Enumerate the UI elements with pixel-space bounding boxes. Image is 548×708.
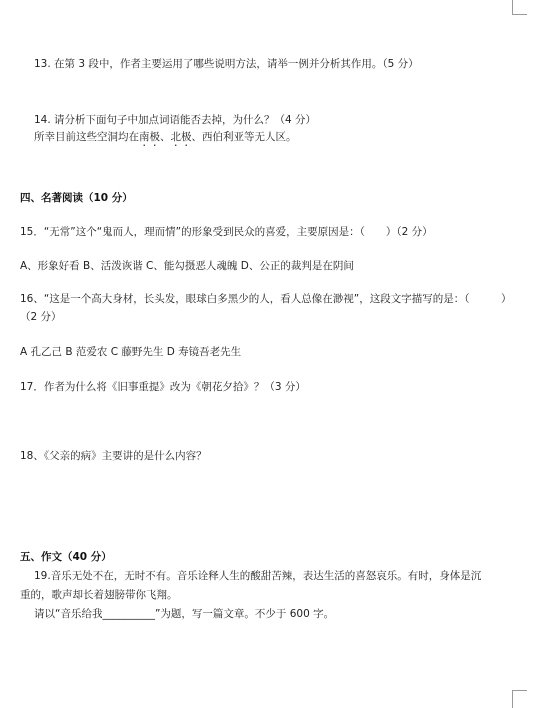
question-14-dotted-words: 南极、北极 — [139, 131, 192, 143]
question-13: 13. 在第 3 段中，作者主要运用了哪些说明方法，请举一例并分析其作用。（5 分） — [34, 58, 419, 70]
question-15-options: A、形象好看 B、活泼诙谐 C、能勾摄恶人魂魄 D、公正的裁判是在阴间 — [20, 260, 354, 272]
section-4-title: 四、名著阅读（10 分） — [20, 192, 133, 204]
question-17: 17．作者为什么将《旧事重提》改为《朝花夕拾》？（3 分） — [20, 381, 306, 393]
page-corner-mark-top — [512, 0, 527, 15]
question-16-score: （2 分） — [20, 311, 62, 323]
page-corner-mark-bottom — [512, 690, 527, 708]
section-5-title: 五、作文（40 分） — [20, 551, 112, 563]
question-16: 16、“这是一个高大身材，长头发，眼球白多黑少的人，看人总像在渺视”，这段文字描写的是：（ ） — [20, 293, 512, 305]
question-14: 14. 请分析下面句子中加点词语能否去掉，为什么？（4 分） — [34, 114, 317, 126]
question-16-options: A 孔乙己 B 范爱农 C 藤野先生 D 寿镜吾老先生 — [20, 346, 242, 358]
question-19-line-3: 请以“音乐给我__________”为题，写一篇文章。不少于 600 字。 — [34, 608, 335, 620]
question-15: 15．“无常”这个“鬼而人，理而情”的形象受到民众的喜爱，主要原因是：（ ）（2 分） — [20, 226, 433, 238]
question-19-line-2: 重的，歌声却长着翅膀带你飞翔。 — [20, 589, 178, 601]
question-18: 18、《父亲的病》主要讲的是什么内容？ — [20, 450, 207, 462]
question-14-sentence-start: 所幸目前这些空洞均在 — [34, 131, 139, 143]
question-19-line-1: 19.音乐无处不在，无时不有。音乐诠释人生的酸甜苦辣，表达生活的喜怒哀乐。有时，身体是沉 — [34, 570, 482, 582]
question-14-sentence — [34, 130, 297, 149]
question-14-sentence-end: 、西伯利亚等无人区。 — [191, 131, 297, 143]
